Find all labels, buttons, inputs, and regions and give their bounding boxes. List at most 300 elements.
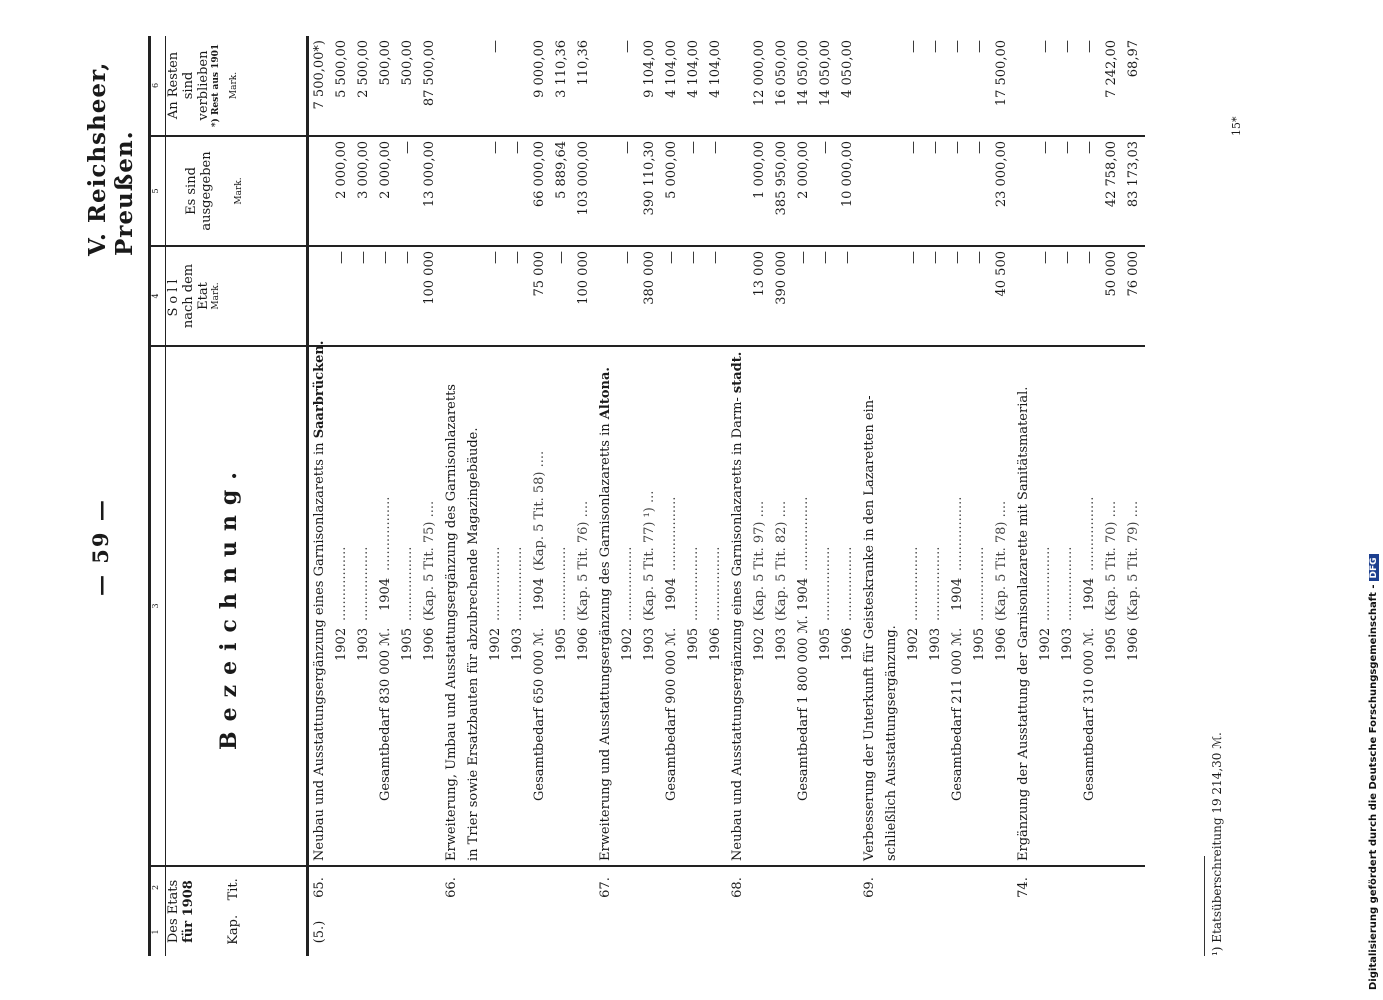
ausgegeben-cell: —: [1079, 136, 1101, 246]
aus-unit: Mark.: [234, 177, 244, 205]
description-cell: [507, 346, 529, 866]
ausgegeben-cell: —: [507, 136, 529, 246]
page-header: [80, 36, 142, 956]
resten-cell: —: [620, 40, 635, 53]
tit-cell: [1079, 866, 1101, 908]
column-number: 5: [150, 136, 166, 246]
kap-cell: [947, 908, 969, 956]
tit-cell: [419, 866, 441, 908]
soll-l1: Soll: [166, 275, 181, 317]
kap-cell: [1057, 908, 1079, 956]
table-row: [639, 36, 661, 956]
ausgegeben-cell: —: [1057, 136, 1079, 246]
year-note: ..................: [1082, 496, 1097, 571]
bezeichnung-header: [166, 346, 308, 866]
year-note: (Kap. 5 Tit. 79) ....: [1126, 500, 1141, 621]
column-number: 1: [150, 908, 166, 956]
resten-cell: 7 242,00: [1104, 40, 1119, 98]
soll-cell: [1013, 246, 1035, 346]
tit-cell: [991, 866, 1013, 908]
year-label: 1905: [818, 627, 833, 661]
description-cell: [1035, 346, 1057, 866]
year-label: 1906: [1126, 627, 1141, 661]
bezeichnung-title: Bezeichnung.: [216, 462, 242, 750]
table-row: [353, 36, 375, 956]
ausgegeben-cell: [308, 136, 332, 246]
year-note: ..................: [1038, 546, 1053, 621]
kap-cell: [353, 908, 375, 956]
description-cell: [617, 346, 639, 866]
ausgegeben-cell: —: [705, 136, 727, 246]
soll-cell: —: [331, 246, 353, 346]
resten-cell: 4 104,00: [664, 40, 679, 98]
year-note: ..................: [818, 546, 833, 621]
soll-cell: —: [397, 246, 419, 346]
ausgegeben-cell: 2 000,00: [793, 136, 815, 246]
kap-cell: [859, 908, 881, 956]
year-label: 1903: [774, 627, 789, 661]
ausgegeben-cell: 42 758,00: [1101, 136, 1123, 246]
soll-cell: —: [793, 246, 815, 346]
tit-cell: [639, 866, 661, 908]
year-note: ..................: [708, 546, 723, 621]
footnote-text: ¹) Etatsüberschreitung 19 214,30 ℳ.: [1210, 732, 1224, 956]
aus-l1: Es sind: [184, 167, 199, 215]
resten-cell: —: [972, 40, 987, 53]
year-label: 1903: [356, 627, 371, 661]
soll-cell: 390 000: [771, 246, 793, 346]
gesamtbedarf: Gesamtbedarf 211 000 ℳ.: [950, 627, 965, 801]
gesamtbedarf: Gesamtbedarf 830 000 ℳ.: [378, 627, 393, 801]
kap-cell: [793, 908, 815, 956]
soll-cell: [441, 246, 463, 346]
year-note: ..................: [620, 546, 635, 621]
kap-cell: [375, 908, 397, 956]
resten-cell: [441, 36, 463, 136]
year-label: 1905: [554, 627, 569, 661]
resten-cell: 4 050,00: [840, 40, 855, 98]
table-row: [683, 36, 705, 956]
gesamtbedarf: Gesamtbedarf 900 000 ℳ.: [664, 627, 679, 801]
table-row: [837, 36, 859, 956]
resten-cell: 5 500,00: [334, 40, 349, 98]
soll-cell: 13 000: [749, 246, 771, 346]
table-row: [331, 36, 353, 956]
resten-cell: 9 000,00: [532, 40, 547, 98]
soll-cell: —: [837, 246, 859, 346]
tit-cell: [353, 866, 375, 908]
rotated-page: [80, 36, 1310, 956]
table-row: [859, 36, 881, 956]
description-cell: [1079, 346, 1101, 866]
ausgegeben-cell: [595, 136, 617, 246]
column-header-row: [166, 36, 308, 956]
description-cell: [683, 346, 705, 866]
column-number: 3: [150, 346, 166, 866]
table-row: [771, 36, 793, 956]
resten-cell: [507, 36, 529, 136]
description-cell: [1057, 346, 1079, 866]
year-label: 1902: [1038, 627, 1053, 661]
ausgegeben-cell: 66 000,00: [529, 136, 551, 246]
soll-l3: Etat: [196, 282, 211, 310]
year-note: ..................: [378, 496, 393, 571]
soll-cell: [463, 246, 485, 346]
kap-cell: [397, 908, 419, 956]
description-cell: [573, 346, 595, 866]
tit-cell: [815, 866, 837, 908]
soll-cell: —: [507, 246, 529, 346]
aus-l2: ausgegeben: [199, 151, 214, 231]
ausgegeben-cell: 1 000,00: [749, 136, 771, 246]
ausgegeben-cell: —: [925, 136, 947, 246]
resten-cell: 2 500,00: [356, 40, 371, 98]
kap-cell: [573, 908, 595, 956]
ausgegeben-cell: 385 950,00: [771, 136, 793, 246]
table-row: [1079, 36, 1101, 956]
tit-cell: [749, 866, 771, 908]
soll-cell: 76 000: [1123, 246, 1145, 346]
table-row: [419, 36, 441, 956]
dfg-credit: [1368, 554, 1379, 990]
ausgegeben-cell: [463, 136, 485, 246]
description-cell: [595, 346, 617, 866]
soll-cell: 50 000: [1101, 246, 1123, 346]
table-row: [1123, 36, 1145, 956]
description-cell: [969, 346, 991, 866]
kap-cell: [529, 908, 551, 956]
description-cell: [551, 346, 573, 866]
description-cell: [308, 340, 332, 866]
item-place: Altona.: [598, 367, 613, 420]
tit-cell: [683, 866, 705, 908]
tit-cell: [969, 866, 991, 908]
year-note: ..................: [950, 496, 965, 571]
description-cell: [705, 346, 727, 866]
tit-cell: [793, 866, 815, 908]
table-row: [308, 36, 332, 956]
year-label: 1905: [1104, 627, 1119, 661]
tit-cell: [771, 866, 793, 908]
rest-unit: Mark.: [229, 71, 239, 100]
resten-cell: —: [488, 40, 503, 53]
ausgegeben-cell: —: [1035, 136, 1057, 246]
soll-cell: 75 000: [529, 246, 551, 346]
ausgegeben-cell: 2 000,00: [375, 136, 397, 246]
kap-cell: [837, 908, 859, 956]
description-cell: [331, 346, 353, 866]
year-label: 1902: [906, 627, 921, 661]
kap-cell: [551, 908, 573, 956]
kap-cell: [727, 908, 749, 956]
table-row: [749, 36, 771, 956]
year-label: 1902: [488, 627, 503, 661]
table-row: [397, 36, 419, 956]
resten-cell: —: [950, 40, 965, 53]
description-cell: [1013, 346, 1035, 866]
item-description-cont: in Trier sowie Ersatzbauten für abzubrechende Magazingebäude.: [466, 427, 481, 861]
ausgegeben-cell: 23 000,00: [991, 136, 1013, 246]
description-cell: [793, 346, 815, 866]
soll-cell: —: [903, 246, 925, 346]
column-number: 6: [150, 36, 166, 136]
table-row: [463, 36, 485, 956]
year-label: 1902: [620, 627, 635, 661]
kap-cell: [1079, 908, 1101, 956]
table-row: [529, 36, 551, 956]
tit-cell: [881, 866, 903, 908]
soll-cell: —: [353, 246, 375, 346]
etat-header: [166, 866, 308, 956]
tit-cell: [947, 866, 969, 908]
item-description: Ergänzung der Ausstattung der Garnisonlazarette mit Sanitätsmaterial.: [1016, 386, 1031, 861]
kap-cell: [331, 908, 353, 956]
gesamtbedarf: Gesamtbedarf 650 000 ℳ.: [532, 627, 547, 801]
year-note: (Kap. 5 Tit. 97) ....: [752, 500, 767, 621]
table-row: [727, 36, 749, 956]
ausgegeben-cell: —: [815, 136, 837, 246]
budget-table: [148, 36, 1145, 956]
resten-cell: 3 110,36: [554, 40, 569, 98]
kap-cell: [991, 908, 1013, 956]
year-label: 1905: [400, 627, 415, 661]
item-description: Neubau und Ausstattungsergänzung eines Garnisonlazaretts in: [312, 442, 327, 861]
tit-cell: [507, 866, 529, 908]
year-label: 1903: [1060, 627, 1075, 661]
resten-cell: —: [1060, 40, 1075, 53]
ausgegeben-cell: [859, 136, 881, 246]
resten-cell: 68,97: [1126, 40, 1141, 78]
year-label: 1906: [576, 627, 591, 661]
soll-cell: [881, 246, 903, 346]
year-note: ..................: [906, 546, 921, 621]
year-label: 1906: [708, 627, 723, 661]
item-description: Erweiterung und Ausstattungsergänzung des Garnisonlazaretts in: [598, 423, 613, 861]
year-label: 1904: [1082, 577, 1097, 611]
description-cell: [947, 346, 969, 866]
kap-cell: [595, 908, 617, 956]
table-row: [1013, 36, 1035, 956]
year-note: ..................: [686, 546, 701, 621]
rest-l1: An Resten: [166, 51, 181, 120]
tit-cell: [463, 866, 485, 908]
kap-cell: (5.): [312, 920, 327, 944]
ausgegeben-cell: [881, 136, 903, 246]
table-row: [441, 36, 463, 956]
kap-cell: [969, 908, 991, 956]
soll-cell: —: [617, 246, 639, 346]
year-note: (Kap. 5 Tit. 82) ....: [774, 500, 789, 621]
table-row: [485, 36, 507, 956]
table-row: [903, 36, 925, 956]
resten-cell: 17 500,00: [994, 40, 1009, 107]
tit-cell: [331, 866, 353, 908]
resten-cell: 12 000,00: [752, 40, 767, 107]
resten-cell: 14 050,00: [818, 40, 833, 107]
soll-cell: 100 000: [419, 246, 441, 346]
year-label: 1903: [928, 627, 943, 661]
description-cell: [441, 346, 463, 866]
tit-cell: [661, 866, 683, 908]
description-cell: [903, 346, 925, 866]
year-label: 1905: [972, 627, 987, 661]
year-note: (Kap. 5 Tit. 77) ¹) ...: [642, 490, 657, 621]
year-note: ..................: [664, 496, 679, 571]
kap-cell: [1013, 908, 1035, 956]
kap-cell: [749, 908, 771, 956]
soll-cell: —: [551, 246, 573, 346]
etat-header-line1: Des Etats: [166, 879, 181, 944]
soll-cell: —: [1079, 246, 1101, 346]
tit-cell: 74.: [1013, 866, 1035, 908]
year-note: ..................: [554, 546, 569, 621]
description-cell: [463, 346, 485, 866]
section-title: V. Reichsheer, Preußen.: [84, 61, 138, 256]
resten-cell: 16 050,00: [774, 40, 789, 107]
description-cell: [529, 346, 551, 866]
table-row: [573, 36, 595, 956]
tit-cell: 66.: [441, 866, 463, 908]
soll-cell: —: [683, 246, 705, 346]
year-label: 1904: [532, 577, 547, 611]
tit-cell: [551, 866, 573, 908]
description-cell: [991, 346, 1013, 866]
item-place: stadt.: [730, 351, 745, 394]
page-mark: 15*: [1230, 116, 1243, 136]
item-description-cont: schließlich Ausstattungsergänzung.: [884, 625, 899, 861]
soll-cell: [308, 246, 332, 346]
table-row: [1035, 36, 1057, 956]
description-cell: [639, 346, 661, 866]
soll-cell: —: [1035, 246, 1057, 346]
ausgegeben-cell: 2 000,00: [331, 136, 353, 246]
table-row: [705, 36, 727, 956]
tit-cell: [705, 866, 727, 908]
ausgegeben-cell: [727, 136, 749, 246]
ausgegeben-cell: 5 889,64: [551, 136, 573, 246]
soll-cell: —: [661, 246, 683, 346]
description-cell: [661, 346, 683, 866]
table-row: [661, 36, 683, 956]
resten-cell: 14 050,00: [796, 40, 811, 107]
tit-cell: 68.: [727, 866, 749, 908]
soll-cell: —: [485, 246, 507, 346]
year-label: 1904: [378, 577, 393, 611]
ausgegeben-cell: 5 000,00: [661, 136, 683, 246]
year-label: 1906: [422, 627, 437, 661]
table-row: [1057, 36, 1079, 956]
kap-cell: [903, 908, 925, 956]
column-number: 2: [150, 866, 166, 908]
year-note: ..................: [796, 496, 811, 571]
ausgegeben-cell: 13 000,00: [419, 136, 441, 246]
column-number: 4: [150, 246, 166, 346]
resten-header: [166, 36, 308, 136]
description-cell: [727, 346, 749, 866]
description-cell: [859, 346, 881, 866]
tit-cell: [1123, 866, 1145, 908]
year-note: ..................: [972, 546, 987, 621]
ausgegeben-cell: —: [617, 136, 639, 246]
year-note: (Kap. 5 Tit. 75) ....: [422, 500, 437, 621]
tit-cell: [1057, 866, 1079, 908]
tit-cell: [529, 866, 551, 908]
soll-cell: —: [1057, 246, 1079, 346]
year-note: ..................: [928, 546, 943, 621]
kap-cell: [705, 908, 727, 956]
soll-cell: [859, 246, 881, 346]
table-body: [308, 36, 1146, 956]
ausgegeben-cell: 390 110,30: [639, 136, 661, 246]
soll-l2: nach dem: [181, 263, 196, 329]
ausgegeben-cell: —: [947, 136, 969, 246]
table-row: [881, 36, 903, 956]
kap-cell: [881, 908, 903, 956]
resten-cell: 4 104,00: [708, 40, 723, 98]
resten-cell: 4 104,00: [686, 40, 701, 98]
rest-l2: sind verblieben: [181, 50, 211, 121]
resten-cell: [1013, 36, 1035, 136]
resten-cell: 7 500,00*): [312, 40, 327, 110]
kap-cell: [925, 908, 947, 956]
description-cell: [749, 346, 771, 866]
dfg-logo: DFG: [1369, 554, 1379, 581]
resten-cell: —: [1082, 40, 1097, 53]
kap-cell: [441, 908, 463, 956]
item-description: Erweiterung, Umbau und Ausstattungsergänzung des Garnisonlazaretts: [444, 384, 459, 861]
kap-cell: [1101, 908, 1123, 956]
item-description: Verbesserung der Unterkunft für Geisteskranke in den Lazaretten ein-: [862, 395, 877, 861]
kap-cell: [507, 908, 529, 956]
description-cell: [419, 346, 441, 866]
soll-cell: —: [969, 246, 991, 346]
year-note: ..................: [400, 546, 415, 621]
gesamtbedarf: Gesamtbedarf 1 800 000 ℳ.: [796, 615, 811, 801]
kap-cell: [463, 908, 485, 956]
ausgegeben-cell: 10 000,00: [837, 136, 859, 246]
table-row: [947, 36, 969, 956]
soll-cell: 380 000: [639, 246, 661, 346]
soll-cell: —: [705, 246, 727, 346]
description-cell: [397, 346, 419, 866]
resten-cell: 500,00: [378, 40, 393, 86]
tit-cell: [485, 866, 507, 908]
tit-cell: 65.: [308, 866, 332, 908]
kap-cell: [617, 908, 639, 956]
kap-cell: [1123, 908, 1145, 956]
soll-cell: 100 000: [573, 246, 595, 346]
year-note: (Kap. 5 Tit. 76) ....: [576, 500, 591, 621]
year-label: 1906: [994, 627, 1009, 661]
resten-cell: [727, 36, 749, 136]
table-row: [969, 36, 991, 956]
kap-cell: [815, 908, 837, 956]
soll-header: [166, 246, 308, 346]
tit-cell: [1101, 866, 1123, 908]
rest-note: *) Rest aus 1901: [211, 43, 221, 128]
resten-cell: 87 500,00: [422, 40, 437, 107]
footnote: [1210, 732, 1224, 956]
kap-cell: [661, 908, 683, 956]
soll-cell: 40 500: [991, 246, 1013, 346]
year-label: 1905: [686, 627, 701, 661]
year-label: 1903: [510, 627, 525, 661]
resten-cell: [595, 36, 617, 136]
resten-cell: 9 104,00: [642, 40, 657, 98]
soll-cell: —: [925, 246, 947, 346]
ausgegeben-cell: 83 173,03: [1123, 136, 1145, 246]
gesamtbedarf: Gesamtbedarf 310 000 ℳ.: [1082, 627, 1097, 801]
